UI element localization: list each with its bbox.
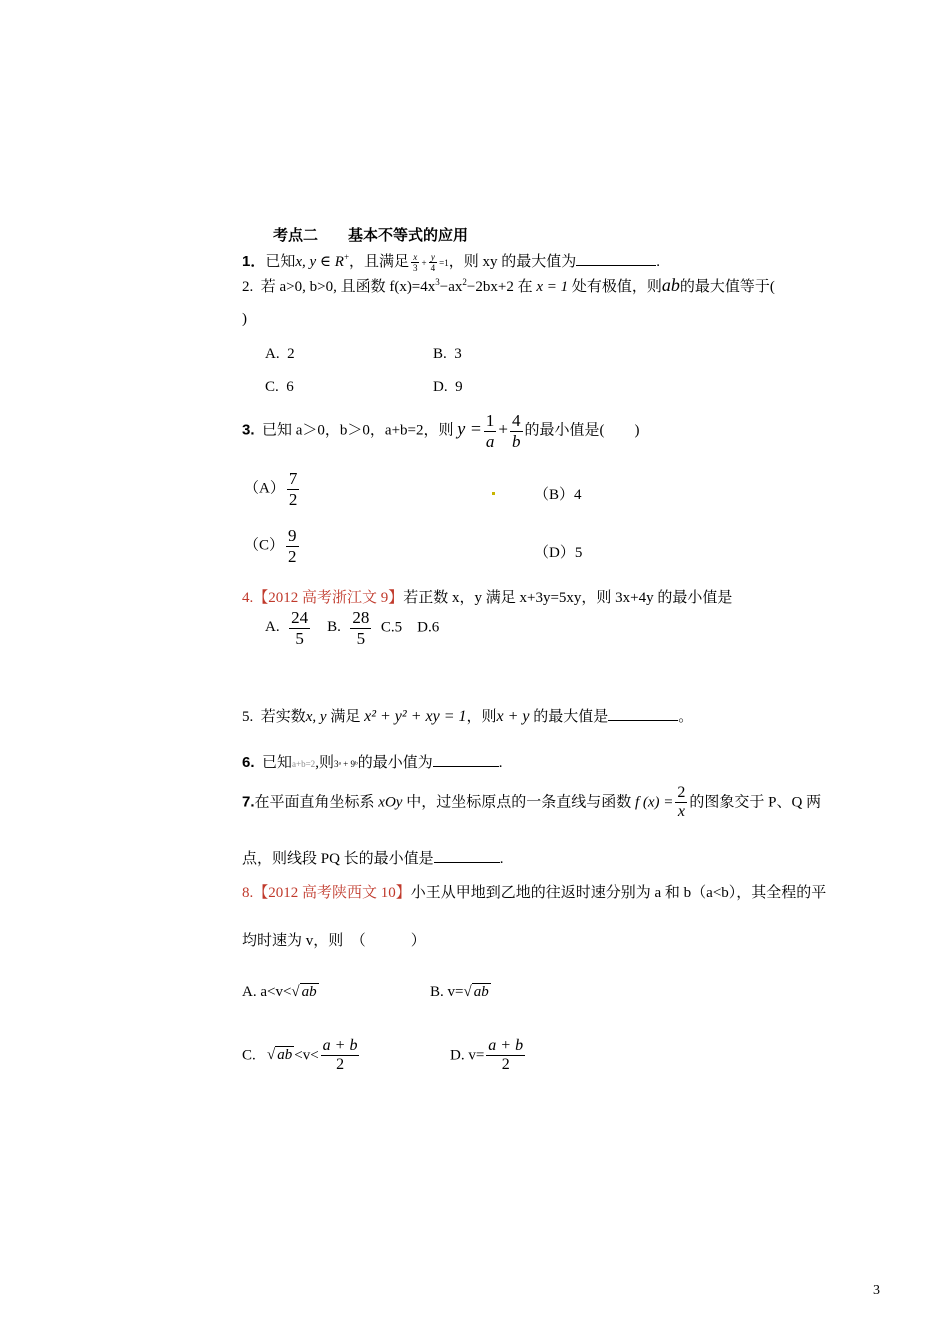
option-c[interactable]: （C） $\frac{9}{2}$ <box>244 526 297 566</box>
question-number: 1． <box>242 253 266 270</box>
page-number: 3 <box>873 1283 880 1298</box>
option-a[interactable]: A. a<v<√ ab <box>242 984 317 1001</box>
question-number: 6. <box>242 754 255 771</box>
question-2: 2. 若 a>0, b>0, 且函数 $f(x)=4x^3-ax^2-2bx+2$ 在 x = 1 处有极值，则ab的最大值等于( <box>242 275 775 295</box>
question-7-line-2: 点，则线段 PQ 长的最小值是 . <box>242 851 504 867</box>
question-8-line-2: 均时速为 v，则 （ ） <box>242 933 426 949</box>
option-d[interactable]: D. 9 <box>433 379 463 395</box>
sqrt-symbol: √ ab <box>291 984 317 1001</box>
question-number: 5. <box>242 709 254 725</box>
question-source: 【2012 高考陕西文 10】 <box>253 885 411 901</box>
option-b[interactable]: B. $\frac{28}{5}$ <box>327 608 370 648</box>
question-number: 3. <box>242 421 255 439</box>
fraction: $\frac{x}{3}$ <box>413 251 418 274</box>
question-4: 4.【2012 高考浙江文 9】若正数 x，y 满足 x+3y=5xy，则 3x+4y 的最小值是 <box>242 590 733 606</box>
answer-blank[interactable] <box>433 766 499 767</box>
option-b[interactable]: （B）4 <box>534 487 582 503</box>
question-source: 【2012 高考浙江文 9】 <box>253 590 404 606</box>
section-title: 考点二 基本不等式的应用 <box>273 226 469 244</box>
question-number: 7. <box>242 793 255 811</box>
answer-blank[interactable] <box>576 265 656 266</box>
option-c[interactable]: C. √ ab <v< $\frac{a + b}{2}$ <box>242 1037 358 1074</box>
question-5: 5. 若实数x, y 满足 x² + y² + xy = 1，则x + y 的最大值是 。 <box>242 708 694 725</box>
question-number: 4. <box>242 590 254 606</box>
question-1: 1．已知x, y ∈ R+，且满足 $\frac{x}{3}$ + $\frac{y}{4}$ =1，则 xy 的最大值为 . <box>242 251 660 274</box>
option-c[interactable]: C.5 <box>380 619 403 636</box>
question-3: 3. 已知 a＞0，b＞0，a+b=2，则 y = $\frac{1}{a}$ + $\frac{4}{b}$ 的最小值是( ) <box>242 411 640 451</box>
fraction: $\frac{y}{4}$ <box>430 251 436 274</box>
question-4-options <box>265 608 439 648</box>
fraction: $\frac{1}{a}$ <box>485 411 495 451</box>
option-d[interactable]: （D）5 <box>534 545 583 561</box>
answer-blank[interactable] <box>434 862 500 863</box>
option-a[interactable]: A. 2 <box>265 346 295 362</box>
option-a[interactable]: A. $\frac{24}{5}$ <box>265 608 309 648</box>
sqrt-symbol: √ ab <box>463 984 489 1001</box>
answer-blank[interactable] <box>608 720 678 721</box>
option-d[interactable]: D.6 <box>417 619 440 636</box>
question-7: 7.在平面直角坐标系 xOy 中，过坐标原点的一条直线与函数 f (x) = $\frac{2}{x}$ 的图象交于 P、Q 两 <box>242 784 822 821</box>
question-number: 8. <box>242 885 254 901</box>
question-8: 8.【2012 高考陕西文 10】小王从甲地到乙地的往返时速分别为 a 和 b（a<b），其全程的平 <box>242 885 827 901</box>
option-c[interactable]: C. 6 <box>265 379 294 395</box>
sqrt-symbol: √ ab <box>267 1047 293 1064</box>
stray-mark <box>492 492 495 495</box>
question-6: 6. 已知a+b=2,则3ᵃ + 9ᵇ的最小值为 . <box>242 754 503 771</box>
option-d[interactable]: D. v= $\frac{a + b}{2}$ <box>450 1037 524 1074</box>
option-b[interactable]: B. v=√ ab <box>430 984 489 1001</box>
option-b[interactable]: B. 3 <box>433 346 462 362</box>
fraction: $\frac{4}{b}$ <box>512 411 521 451</box>
option-a[interactable]: （A） $\frac{7}{2}$ <box>244 469 298 509</box>
question-2-close: ) <box>242 311 247 327</box>
question-number: 2. <box>242 279 254 295</box>
